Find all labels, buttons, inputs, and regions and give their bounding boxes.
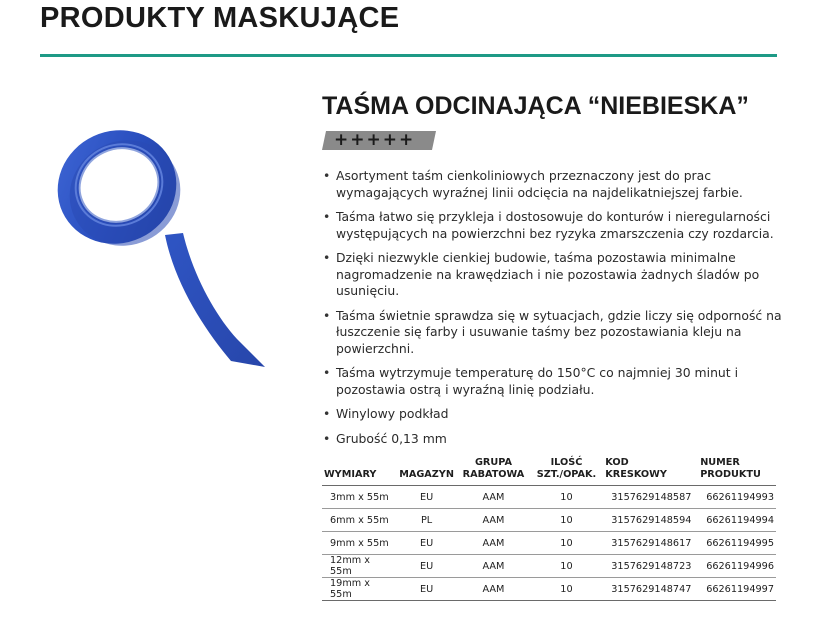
cell-ilosc: 10 <box>530 555 604 578</box>
cell-magazyn: EU <box>396 486 457 509</box>
col-header-ilosc: ILOŚĆ SZT./OPAK. <box>530 457 604 486</box>
cell-numer: 66261194995 <box>698 532 776 555</box>
table-row <box>322 578 776 601</box>
header-divider <box>40 54 777 57</box>
table-row <box>322 532 776 555</box>
col-header-grupa: GRUPA RABATOWA <box>457 457 529 486</box>
cell-wymiary: 9mm x 55m <box>322 532 396 555</box>
cell-kod: 3157629148587 <box>603 486 698 509</box>
feature-item: • Dzięki niezwykle cienkiej budowie, taśma pozostawia minimalne nagromadzenie na krawędziach i nie pozostawia żadnych śladów po usunięciu. <box>322 250 792 300</box>
rating-badge <box>322 131 436 150</box>
cell-kod: 3157629148594 <box>603 509 698 532</box>
feature-item: • Grubość 0,13 mm <box>322 431 792 448</box>
table-row <box>322 555 776 578</box>
cell-grupa: AAM <box>457 578 529 601</box>
table-row <box>322 486 776 509</box>
table-header-row <box>322 457 776 486</box>
table-row <box>322 509 776 532</box>
feature-item: • Taśma łatwo się przykleja i dostosowuje do konturów i nieregularności występujących na powierzchni bez ryzyka zmarszczenia czy rozdarcia. <box>322 209 792 242</box>
cell-kod: 3157629148747 <box>603 578 698 601</box>
cell-magazyn: EU <box>396 532 457 555</box>
cell-grupa: AAM <box>457 486 529 509</box>
cell-grupa: AAM <box>457 532 529 555</box>
feature-item: • Taśma świetnie sprawdza się w sytuacjach, gdzie liczy się odporność na łuszczenie się farby i usuwanie taśmy bez pozostawiania kleju na powierzchni. <box>322 308 792 358</box>
feature-item: • Asortyment taśm cienkoliniowych przeznaczony jest do prac wymagających wyraźnej linii odcięcia na najdelikatniejszej farbie. <box>322 168 792 201</box>
col-header-magazyn: MAGAZYN <box>396 457 457 486</box>
cell-magazyn: PL <box>396 509 457 532</box>
cell-wymiary: 3mm x 55m <box>322 486 396 509</box>
product-title: TAŚMA ODCINAJĄCA “NIEBIESKA” <box>322 92 749 120</box>
cell-kod: 3157629148617 <box>603 532 698 555</box>
feature-list <box>322 168 792 455</box>
cell-wymiary: 12mm x 55m <box>322 555 396 578</box>
page-title: PRODUKTY MASKUJĄCE <box>40 2 400 34</box>
cell-wymiary: 19mm x 55m <box>322 578 396 601</box>
col-header-wymiary: WYMIARY <box>322 457 396 486</box>
product-spec-table <box>322 457 776 601</box>
cell-grupa: AAM <box>457 509 529 532</box>
tape-strip <box>165 233 265 367</box>
feature-item: • Winylowy podkład <box>322 406 792 423</box>
col-header-kod: KOD KRESKOWY <box>603 457 698 486</box>
cell-numer: 66261194993 <box>698 486 776 509</box>
cell-wymiary: 6mm x 55m <box>322 509 396 532</box>
cell-ilosc: 10 <box>530 509 604 532</box>
cell-numer: 66261194997 <box>698 578 776 601</box>
feature-item: • Taśma wytrzymuje temperaturę do 150°C co najmniej 30 minut i pozostawia ostrą i wyraźną linię podziału. <box>322 365 792 398</box>
cell-numer: 66261194996 <box>698 555 776 578</box>
cell-magazyn: EU <box>396 555 457 578</box>
cell-ilosc: 10 <box>530 532 604 555</box>
tape-roll-image <box>55 115 270 370</box>
cell-ilosc: 10 <box>530 486 604 509</box>
cell-magazyn: EU <box>396 578 457 601</box>
col-header-numer: NUMER PRODUKTU <box>698 457 776 486</box>
cell-kod: 3157629148723 <box>603 555 698 578</box>
rating-stars: +++++ <box>334 130 416 150</box>
cell-ilosc: 10 <box>530 578 604 601</box>
cell-grupa: AAM <box>457 555 529 578</box>
cell-numer: 66261194994 <box>698 509 776 532</box>
